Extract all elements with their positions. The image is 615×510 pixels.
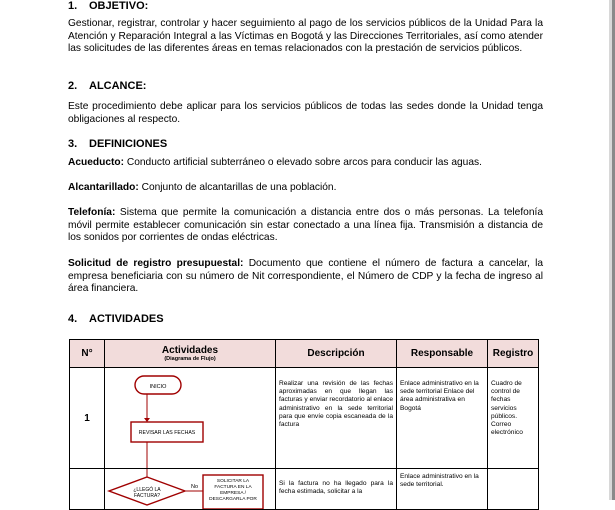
definition-telefonia: Telefonía: Sistema que permite la comunicación a distancia entre dos o más personas. La telefonía móvil permite establecer comunicación sin estar conectado a una línea fija. Transmisión a distancia de los sonidos por corrientes de ondas eléctricas. — [68, 207, 543, 244]
flow-action-label-4: DESCARGARLA POR — [209, 497, 257, 502]
table-header-row — [70, 340, 539, 368]
flowchart-row-1 — [105, 368, 275, 468]
table-row — [70, 469, 539, 510]
flow-no-label: No — [191, 484, 199, 490]
definition-solicitud-registro: Solicitud de registro presupuestal: Documento que contiene el número de factura a cancelar, la empresa beneficiaria con su número de Nit correspondiente, el Número de CDP y la fecha de ingreso al área financiera. — [68, 258, 544, 295]
header-actividades: Actividades (Diagrama de Flujo) — [105, 340, 276, 368]
flow-start-label: INICIO — [149, 384, 167, 390]
section-heading-actividades: 4. ACTIVIDADES — [68, 313, 164, 325]
row-registro — [488, 469, 539, 510]
section-heading-definiciones: 3. DEFINICIONES — [68, 138, 168, 150]
objetivo-text: Gestionar, registrar, controlar y hacer seguimiento al pago de los servicios públicos de la Unidad Para la Atención y Reparación Integral a las Víctimas en Bogotá y las Direcciones Territoriales, así como atender las solicitudes de las diferentes áreas en temas relacionados con la prestación de servicios públicos. — [68, 18, 543, 55]
row-descripcion: Realizar una revisión de las fechas aproximadas en que llegan las facturas y enviar recordatorio al enlace administrativo en la sede territorial para que envíe copia escaneada de la factura — [276, 368, 397, 469]
flow-decision-label-2: FACTURA? — [133, 493, 161, 499]
flow-step-label: REVISAR LAS FECHAS — [138, 430, 196, 436]
definition-alcantarillado: Alcantarillado: Conjunto de alcantarillas de una población. — [68, 182, 337, 193]
activities-table — [69, 339, 539, 510]
table-row — [70, 368, 539, 469]
flow-action-label-2: FACTURA EN LA — [214, 485, 252, 490]
header-descripcion: Descripción — [276, 340, 397, 368]
row-number — [70, 469, 105, 510]
flow-action-label-1: SOLICITAR LA — [216, 479, 250, 484]
row-descripcion: Si la factura no ha llegado para la fecha estimada, solicitar a la — [276, 469, 397, 510]
flow-decision-label-1: ¿LLEGÓ LA — [133, 487, 161, 493]
header-responsable: Responsable — [397, 340, 488, 368]
alcance-text: Este procedimiento debe aplicar para los servicios públicos de todas las sedes donde la Unidad tenga obligaciones al respecto. — [68, 101, 543, 125]
section-heading-alcance: 2. ALCANCE: — [68, 80, 147, 92]
row-responsable: Enlace administrativo en la sede territorial. — [397, 469, 488, 510]
definition-acueducto: Acueducto: Conducto artificial subterráneo o elevado sobre arcos para conducir las aguas. — [68, 157, 482, 168]
row-registro: Cuadro de control de fechas servicios públicos. Correo electrónico — [488, 368, 539, 469]
flow-cell — [105, 368, 276, 469]
flow-cell — [105, 469, 276, 510]
flow-action-label-3: EMPRESA / — [220, 491, 246, 496]
row-responsable: Enlace administrativo en la sede territorial Enlace del área administrativa en Bogotá — [397, 368, 488, 469]
header-registro: Registro — [488, 340, 539, 368]
header-num: N° — [70, 340, 105, 368]
flowchart-row-2 — [105, 469, 275, 509]
section-heading-objetivo: 1. OBJETIVO: — [68, 0, 149, 12]
row-number: 1 — [70, 368, 105, 469]
